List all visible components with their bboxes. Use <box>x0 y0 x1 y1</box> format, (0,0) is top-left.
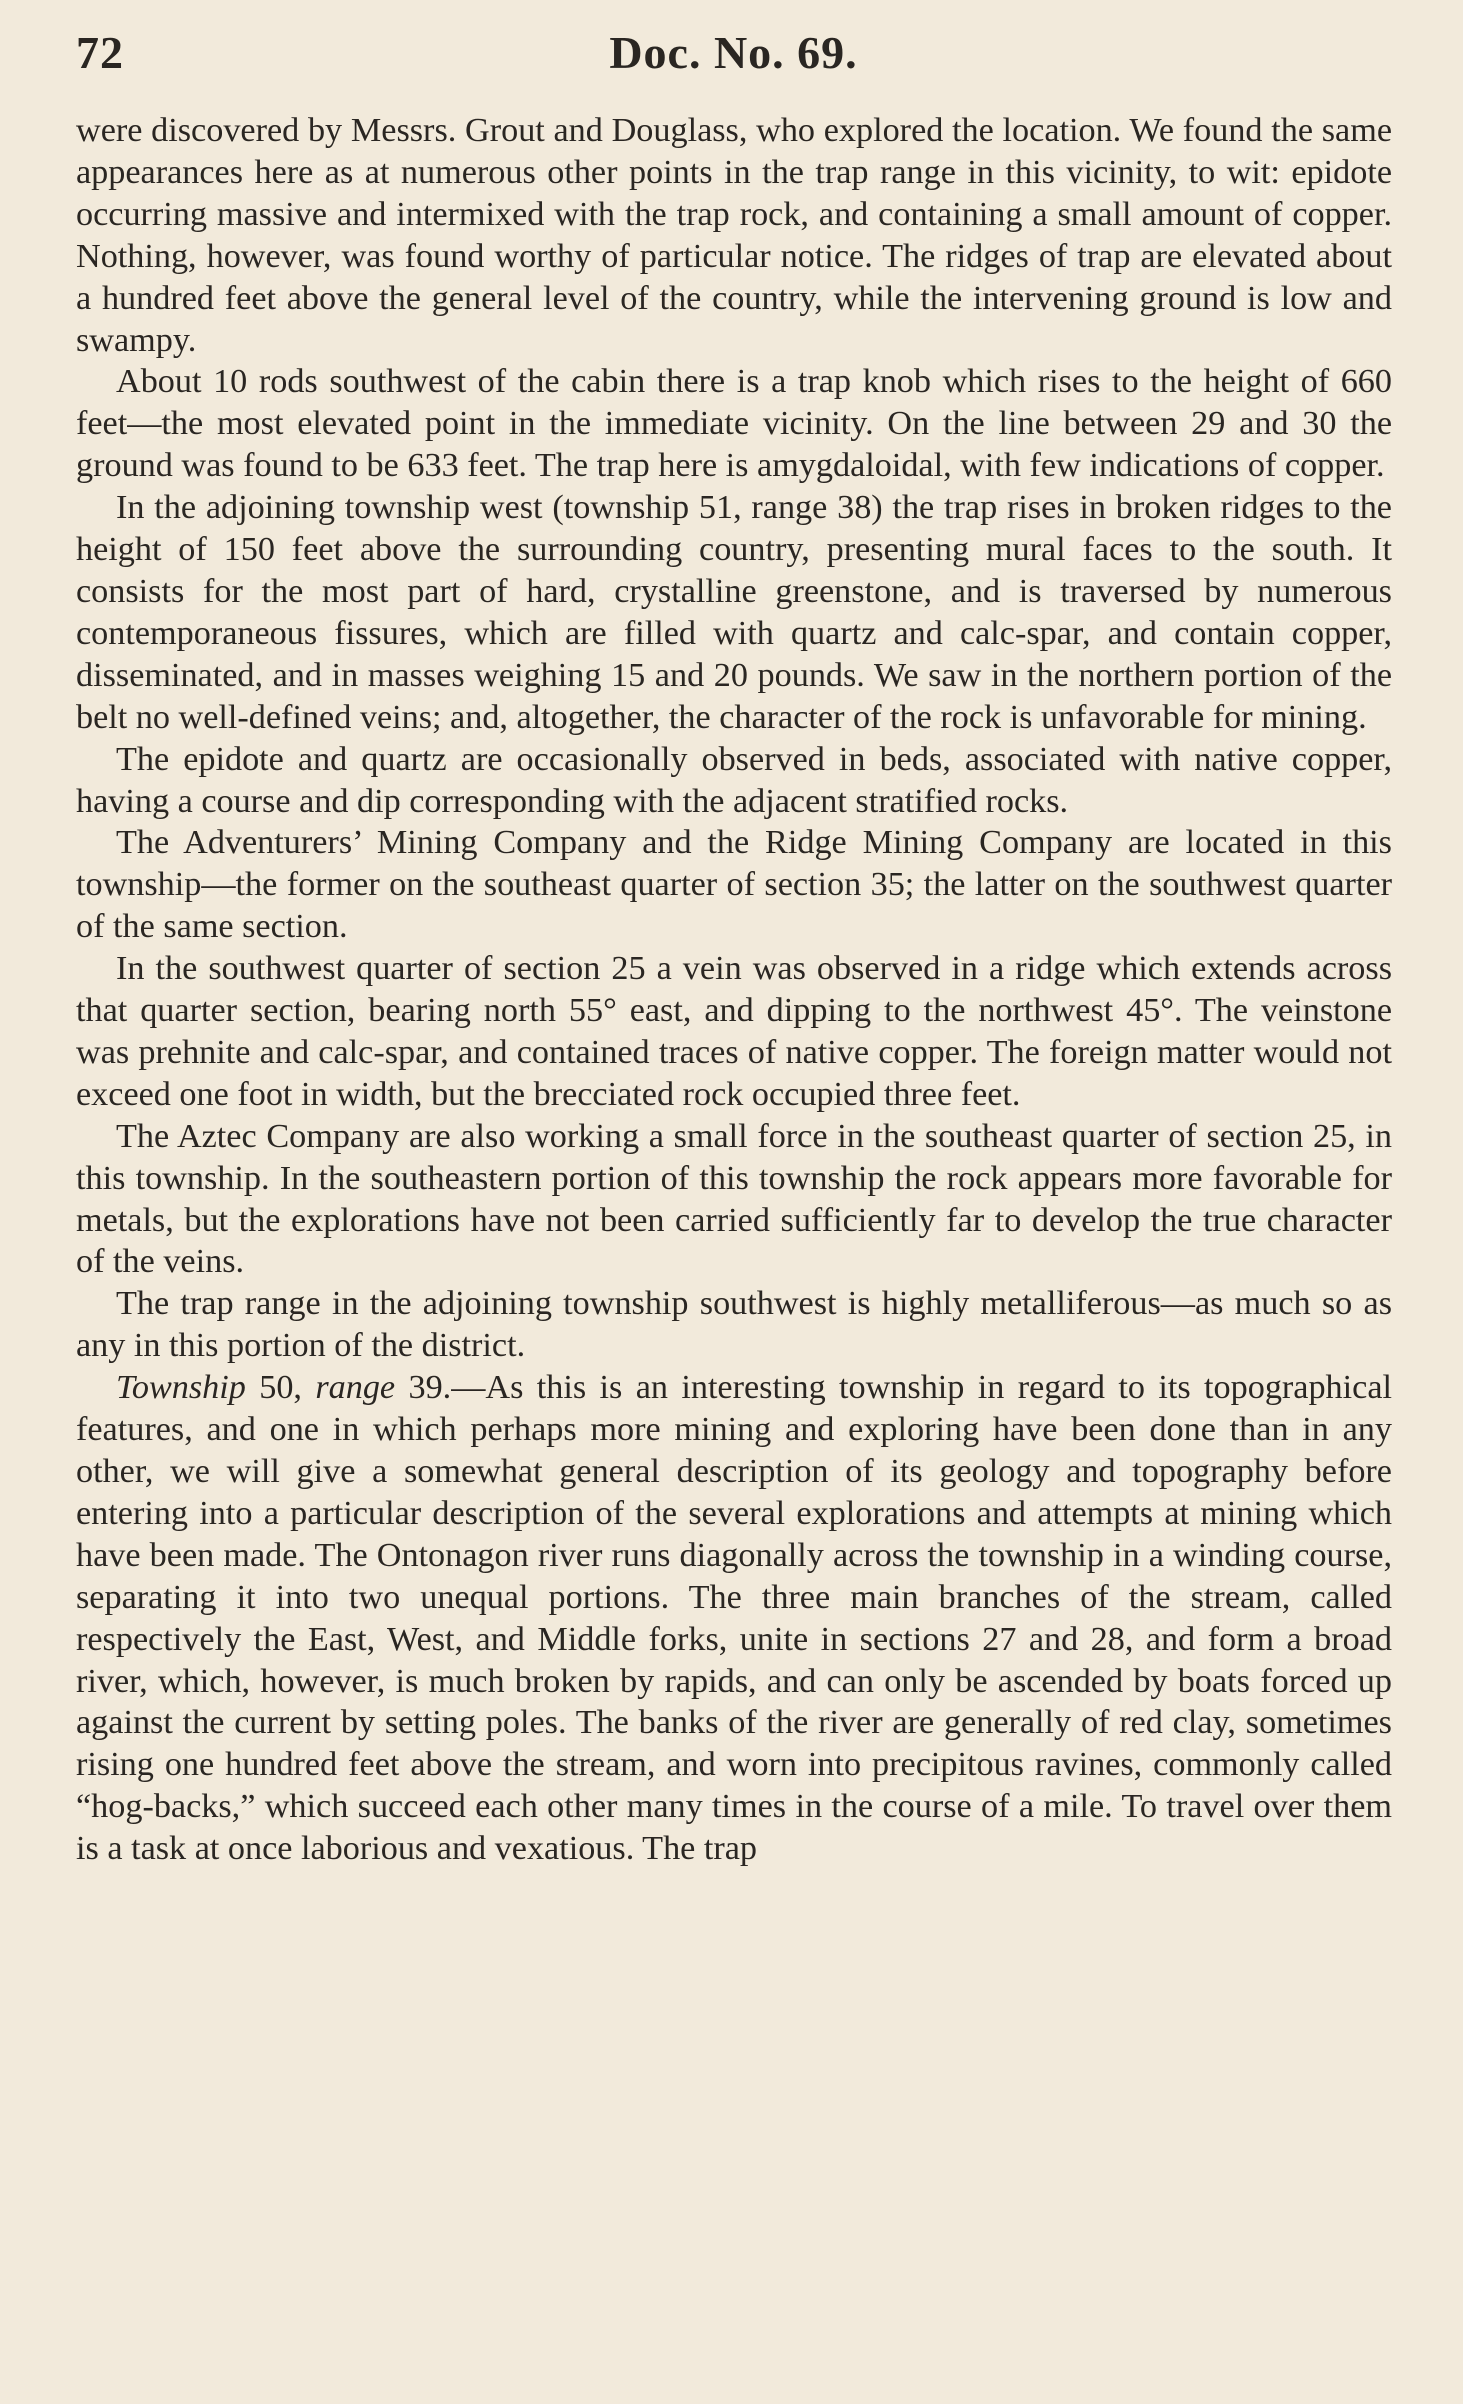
paragraph-1: were discovered by Messrs. Grout and Douglass, who explored the location. We found the same appearances here as at numerous other points in the trap range in this vicinity, to wit: epidote occurring massive and intermixed with the trap rock, and containing a small amount of copper. Nothing, however, was found worthy of particular notice. The ridges of trap are elevated about a hundred feet above the general level of the country, while the intervening ground is low and swampy. <box>76 112 1392 359</box>
paragraph-2: About 10 rods southwest of the cabin there is a trap knob which rises to the height of 660 feet—the most elevated point in the immediate vicinity. On the line between 29 and 30 the ground was found to be 633 feet. The trap here is amygdaloidal, with few indications of copper. <box>76 363 1392 485</box>
range-label: range <box>315 1369 396 1407</box>
page-header <box>76 26 1391 86</box>
paragraph-3: In the adjoining township west (township 51, range 38) the trap rises in broken ridges to the height of 150 feet above the surrounding country, presenting mural faces to the south. It consists for the most part of hard, crystalline greenstone, and is traversed by numerous contemporaneous fissures, which are filled with quartz and calc-spar, and contain copper, disseminated, and in masses weighing 15 and 20 pounds. We saw in the northern portion of the belt no well-defined veins; and, altogether, the character of the rock is unfavorable for mining. <box>76 489 1392 736</box>
body-text <box>76 110 1392 1870</box>
paragraph-9-body: —As this is an interesting township in regard to its topographical features, and one in which perhaps more mining and exploring have been done than in any other, we will give a somewhat general description of its geology and topography before entering into a particular description of the several explorations and attempts at mining which have been made. The Ontonagon river runs diagonally across the township in a winding course, separating it into two unequal portions. The three main branches of the stream, called respectively the East, West, and Middle forks, unite in sections 27 and 28, and form a broad river, which, however, is much broken by rapids, and can only be ascended by boats forced up against the current by setting poles. The banks of the river are generally of red clay, sometimes rising one hundred feet above the stream, and worn into precipitous ravines, commonly called “hog-backs,” which succeed each other many times in the course of a mile. To travel over them is a task at once laborious and vexatious. The trap <box>76 1369 1392 1868</box>
paragraph-7: The Aztec Company are also working a small force in the southeast quarter of section 25, in this township. In the southeastern portion of this township the rock appears more favorable for metals, but the explorations have not been carried sufficiently far to develop the true character of the veins. <box>76 1117 1392 1281</box>
page-number: 72 <box>76 27 124 78</box>
paragraph-6: In the southwest quarter of section 25 a vein was observed in a ridge which extends across that quarter section, bearing north 55° east, and dipping to the northwest 45°. The veinstone was prehnite and calc-spar, and contained traces of native copper. The foreign matter would not exceed one foot in width, but the brecciated rock occupied three feet. <box>76 950 1392 1113</box>
paragraph-8: The trap range in the adjoining township southwest is highly metalliferous—as much so as any in this portion of the district. <box>76 1285 1392 1365</box>
paragraph-5: The Adventurers’ Mining Company and the Ridge Mining Company are located in this township—the former on the southeast quarter of section 35; the latter on the southwest quarter of the same section. <box>76 824 1392 946</box>
range-number: 39. <box>395 1369 452 1407</box>
paragraph-9 <box>76 1367 1392 1870</box>
paragraph-4: The epidote and quartz are occasionally observed in beds, associated with native copper, having a course and dip corresponding with the adjacent stratified rocks. <box>76 740 1392 820</box>
running-head: Doc. No. 69. <box>609 27 858 78</box>
township-number: 50, <box>245 1369 316 1407</box>
township-label: Township <box>116 1369 246 1407</box>
